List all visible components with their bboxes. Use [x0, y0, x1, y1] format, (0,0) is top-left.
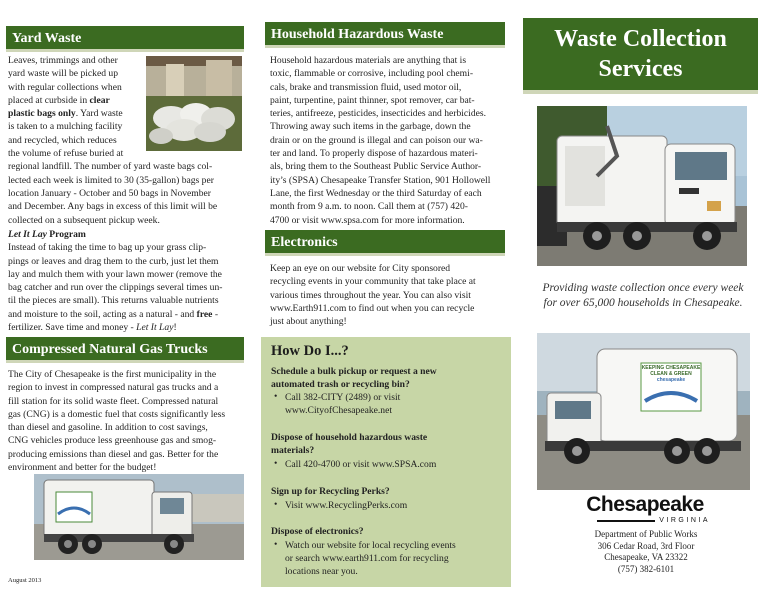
side-loader-truck-photo [537, 106, 747, 266]
answer-hazardous-waste: Call 420-4700 or visit www.SPSA.com [285, 459, 437, 470]
cover-title-banner: Waste Collection Services [523, 18, 758, 94]
question-electronics: Dispose of electronics? [271, 526, 364, 537]
bullet: • [274, 499, 278, 510]
cover-tagline: Providing waste collection once every week for over 65,000 households in Chesapeake. [542, 282, 744, 309]
logo-rule [597, 520, 655, 522]
rear-loader-truck-photo [537, 333, 750, 490]
truck-logo-text: KEEPING CHESAPEAKE CLEAN & GREEN chesapeake [641, 365, 701, 383]
answer-electronics: Watch our website for local recycling events or search www.earth911.com for recycling locations near you. [285, 540, 456, 577]
cng-header: Compressed Natural Gas Trucks [6, 337, 244, 363]
hhw-text: Household hazardous materials are anything that is toxic, flammable or corrosive, including pool chemi- cals, brake and transmission fluid, used motor oil, paint, turpentine, paint thinner, spot remover, car bat- teries, antifreeze, pesticides, insecticides and herbicides. Throwing away such items in the garbage, down the drain or on the ground is illegal and can poison our wa- ter and land. To properly dispose of hazardous materi- als, bring them to the Southeast Public Service Author- ity’s (SPSA) Chesapeake Transfer Station, 901 Hollowell Lane, the first Wednesday or the third Saturday of each month from 9 a.m. to noon. Call them at (757) 420- 4700 or visit www.spsa.com for more information. [270, 55, 491, 226]
let-it-lay-title: Let It Lay Program [8, 229, 86, 240]
bullet: • [274, 391, 278, 402]
answer-recycling-perks: Visit www.RecyclingPerks.com [285, 500, 408, 511]
let-it-lay-text: Let It Lay Program Instead of taking the time to bag up your grass clip- pings or leaves and drag them to the curb, just let them lay and mulch them with your lawn mower (remove the bag catcher and run over the clippings several times un- til the pieces are small). This returns valuable nutrients and moisture to the soil, acting as a natural - and free - fertilizer. Save time and money - Let It Lay! [8, 228, 248, 334]
chesapeake-logo: Chesapeake VIRGINIA [586, 493, 710, 524]
how-do-i-box [261, 337, 511, 587]
yard-waste-header: Yard Waste [6, 26, 244, 52]
question-recycling-perks: Sign up for Recycling Perks? [271, 486, 390, 497]
bullet: • [274, 458, 278, 469]
question-hazardous-waste: Dispose of household hazardous waste materials? [271, 432, 428, 456]
hhw-header: Household Hazardous Waste [265, 22, 505, 48]
publication-date: August 2013 [8, 577, 42, 584]
answer-bulk-pickup: Call 382-CITY (2489) or visit www.CityofChesapeake.net [285, 392, 401, 416]
how-do-i-title: How Do I...? [271, 343, 349, 359]
question-bulk-pickup: Schedule a bulk pickup or request a new automated trash or recycling bin? [271, 366, 437, 390]
cng-text: The City of Chesapeake is the first municipality in the region to invest in compressed natural gas trucks and a fill station for its solid waste fleet. Compressed natural gas (CNG) is a domestic fuel that costs significantly less than diesel and gasoline. In addition to cost savings, CNG vehicles produce less greenhouse gas and smog- producing emissions than diesel and gas. Better for the environment and better for the budget! [8, 369, 226, 474]
electronics-text: Keep an eye on our website for City sponsored recycling events in your community that take place at various times throughout the year. You can also visit www.Earth911.com to find out when you can recycle just about anything! [270, 263, 476, 328]
cng-truck-photo [34, 474, 244, 560]
electronics-header: Electronics [265, 230, 505, 256]
contact-info: Department of Public Works 306 Cedar Road, 3rd Floor Chesapeake, VA 23322 (757) 382-6101 [594, 529, 698, 574]
yard-waste-text: Leaves, trimmings and other yard waste will be picked up with regular collections when placed at curbside in clear plastic bags only. Yard waste is taken to a mulching facility and recycled, which reduces the volume of refuse buried at regional landfill. The number of yard waste bags col- lected each week is limited to 30 (35-gallon) bags per location January - October and 50 bags in November and December. Any bags in excess of this limit will be collected on a subsequent pickup week. [8, 55, 218, 226]
bullet: • [274, 539, 278, 550]
